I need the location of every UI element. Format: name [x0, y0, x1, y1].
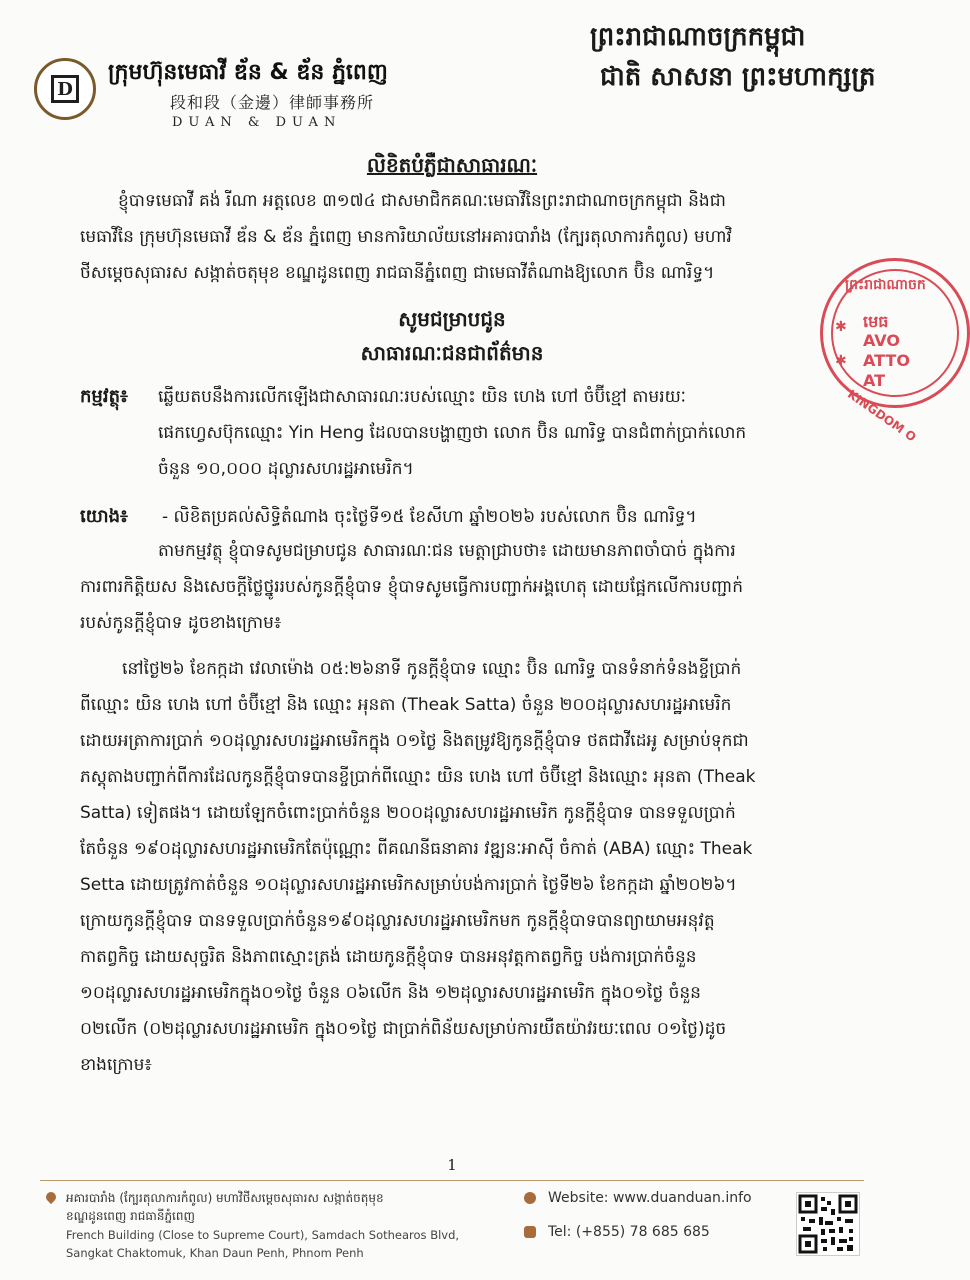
- telephone-text: Tel: (+855) 78 685 685: [548, 1224, 710, 1240]
- stamp-line1: មេធ: [863, 312, 889, 331]
- body-line: ក្រោយកូនក្តីខ្ញុំបាទ បានទទួលប្រាក់ចំនួន១៩០ដុល្លារសហរដ្ឋអាមេរិកមក កូនក្តីខ្ញុំបាទបានព្យាយាមអនុវត្ត: [80, 911, 715, 931]
- notice-subheading: សាធារណៈជនជាព័ត៌មាន: [360, 341, 544, 365]
- stamp-line3: ATTO: [863, 351, 910, 370]
- firm-name-english: DUAN & DUAN: [172, 115, 342, 130]
- kingdom-motto-line1: ព្រះរាជាណាចក្រកម្ពុជា: [590, 22, 806, 52]
- address-khmer-line2: ខណ្ឌដូនពេញ រាជធានីភ្នំពេញ: [66, 1209, 195, 1223]
- globe-icon: [524, 1192, 536, 1204]
- body-line: ពីឈ្មោះ យិន ហេង ហៅ ចំប៊ីខ្មៅ និង ឈ្មោះ អុនតា (Theak Satta) ចំនួន ២០០ដុល្លារសហរដ្ឋអាមេរិក: [80, 695, 732, 715]
- body-line: កាតព្វកិច្ច ដោយសុច្ចរិត និងភាពស្មោះត្រង់ ដោយកូនក្តីខ្ញុំបាទ បានអនុវត្តកាតព្វកិច្ច បង់ការប្រាក់ចំនួន: [80, 947, 697, 967]
- reference-line: - លិខិតប្រគល់សិទ្ធិតំណាង ចុះថ្ងៃទី១៥ ខែសីហា ឆ្នាំ២០២៦ របស់លោក ប៊ិន ណារិទ្ធ។: [162, 507, 697, 527]
- phone-icon: [524, 1226, 536, 1238]
- reference-label: យោង៖: [80, 506, 128, 527]
- location-pin-icon: [44, 1190, 58, 1204]
- subject-line: ផេកហ្វេសប៊ុកឈ្មោះ Yin Heng ដែលបានបង្ហាញថា លោក ប៊ិន ណារិទ្ធ បានជំពាក់ប្រាក់លោក: [158, 423, 747, 443]
- body-line: ០២លើក (០២ដុល្លារសហរដ្ឋអាមេរិក ក្នុង០១ថ្ងៃ ជាប្រាក់ពិន័យសម្រាប់ការយឺតយ៉ាវរយៈពេល ០១ថ្ងៃ)ដូច: [80, 1019, 727, 1039]
- body-line: ដោយអត្រាការប្រាក់ ១០ដុល្លារសហរដ្ឋអាមេរិកក្នុង ០១ថ្ងៃ និងតម្រូវឱ្យកូនក្តីខ្ញុំបាទ ថតជាវីដេអូ សម្រាប់ទុកជា: [80, 731, 749, 751]
- stamp-line4: AT: [863, 371, 886, 390]
- firm-name-chinese: 段和段（金邊）律師事務所: [170, 93, 375, 112]
- notice-heading: សូមជម្រាបជូន: [398, 307, 506, 331]
- firm-logo: [34, 58, 96, 120]
- firm-name-khmer: ក្រុមហ៊ុនមេធាវី ឌ័ន & ឌ័ន ភ្នំពេញ: [108, 60, 388, 85]
- footer-divider: [40, 1180, 864, 1181]
- website-text: Website: www.duanduan.info: [548, 1190, 752, 1206]
- qr-code: [796, 1192, 860, 1256]
- logo-mark: D: [51, 75, 79, 103]
- kingdom-motto-line2: ជាតិ សាសនា ព្រះមហាក្សត្រ: [600, 62, 876, 92]
- address-khmer-line1: អគារបារាំង (ក្បែរតុលាការកំពូល) មហាវិថីសម្តេចសុធារស សង្កាត់ចតុមុខ: [66, 1191, 384, 1205]
- intro-line: មេធាវីនៃ ក្រុមហ៊ុនមេធាវី ឌ័ន & ឌ័ន ភ្នំពេញ មានការិយាល័យនៅអគារបារាំង (ក្បែរតុលាការកំពូល) មហាវិ: [80, 227, 732, 247]
- body-line: ភស្តុតាងបញ្ជាក់ពីការដែលកូនក្តីខ្ញុំបាទបានខ្ចីប្រាក់ពីឈ្មោះ យិន ហេង ហៅ ចំប៊ីខ្មៅ និងឈ្មោះ អុនតា (Theak: [80, 767, 756, 787]
- stamp-top-text: ព្រះរាជាណាចក: [845, 277, 926, 293]
- intro-line: ថីសម្តេចសុធារស សង្កាត់ចតុមុខ ខណ្ឌដូនពេញ រាជធានីភ្នំពេញ ជាមេធាវីតំណាងឱ្យលោក ប៊ិន ណារិទ្ធ។: [80, 263, 715, 283]
- body-line: ១០ដុល្លារសហរដ្ឋអាមេរិកក្នុង០១ថ្ងៃ ចំនួន ០៦លើក និង ១២ដុល្លារសហរដ្ឋអាមេរិក ក្នុង០១ថ្ងៃ ចំនួន: [80, 983, 701, 1003]
- stamp-star-icon: ✱: [835, 353, 847, 369]
- body-line: នៅថ្ងៃ២៦ ខែកក្កដា វេលាម៉ោង ០៥:២៦នាទី កូនក្តីខ្ញុំបាទ ឈ្មោះ ប៊ិន ណារិទ្ធ បានទំនាក់ទំនងខ្ចីប្រាក់: [122, 659, 742, 679]
- body-line: Setta ដោយត្រូវកាត់ចំនួន ១០ដុល្លារសហរដ្ឋអាមេរិកសម្រាប់បង់ការប្រាក់ ថ្ងៃទី២៦ ខែកក្កដា ឆ្នាំ២០២៦។: [80, 875, 737, 895]
- subject-label: កម្មវត្ថុ៖: [80, 386, 128, 407]
- page-number: 1: [447, 1156, 457, 1174]
- body-line: ខាងក្រោម៖: [80, 1055, 152, 1075]
- body-line: Satta) ទៀតផង។ ដោយឡែកចំពោះប្រាក់ចំនួន ២០០ដុល្លារសហរដ្ឋអាមេរិក កូនក្តីខ្ញុំបាទ បានទទួលប្រាក់: [80, 803, 736, 823]
- stamp-line2: AVO: [863, 331, 900, 350]
- body-line: ការពារកិត្តិយស និងសេចក្តីថ្លៃថ្នូររបស់កូនក្តីខ្ញុំបាទ ខ្ញុំបាទសូមធ្វើការបញ្ជាក់អង្គហេតុ ដោយផ្អែកលើការបញ្ជាក់: [80, 577, 744, 597]
- address-english-line2: Sangkat Chaktomuk, Khan Daun Penh, Phnom Penh: [66, 1246, 364, 1260]
- subject-line: ចំនួន ១០,០០០ ដុល្លារសហរដ្ឋអាមេរិក។: [158, 459, 414, 479]
- subject-line: ឆ្លើយតបនឹងការលើកឡើងជាសាធារណៈរបស់ឈ្មោះ យិន ហេង ហៅ ចំប៊ីខ្មៅ តាមរយៈ: [158, 387, 686, 407]
- stamp-star-icon: ✱: [835, 319, 847, 335]
- intro-line: ខ្ញុំបាទមេធាវី គង់ រីណា អត្តលេខ ៣១៧៤ ជាសមាជិកគណៈមេធាវីនៃព្រះរាជាណាចក្រកម្ពុជា និងជា: [118, 191, 726, 211]
- body-line: តែចំនួន ១៩០ដុល្លារសហរដ្ឋអាមេរិកតែប៉ុណ្ណោះ ពីគណនីធនាគារ វឌ្ឍនៈអាស៊ី ចំកាត់ (ABA) ឈ្មោះ Theak: [80, 839, 753, 859]
- document-title: លិខិតបំភ្លឺជាសាធារណៈ: [366, 153, 538, 177]
- stamp-line5: KINGDOM O: [844, 387, 919, 445]
- address-english-line1: French Building (Close to Supreme Court), Samdach Sothearos Blvd,: [66, 1228, 460, 1242]
- body-line: តាមកម្មវត្ថុ ខ្ញុំបាទសូមជម្រាបជូន សាធារណៈជន មេត្តាជ្រាបថា៖ ដោយមានភាពចាំបាច់ ក្នុងការ: [158, 541, 736, 561]
- body-line: របស់កូនក្តីខ្ញុំបាទ ដូចខាងក្រោម៖: [80, 613, 282, 633]
